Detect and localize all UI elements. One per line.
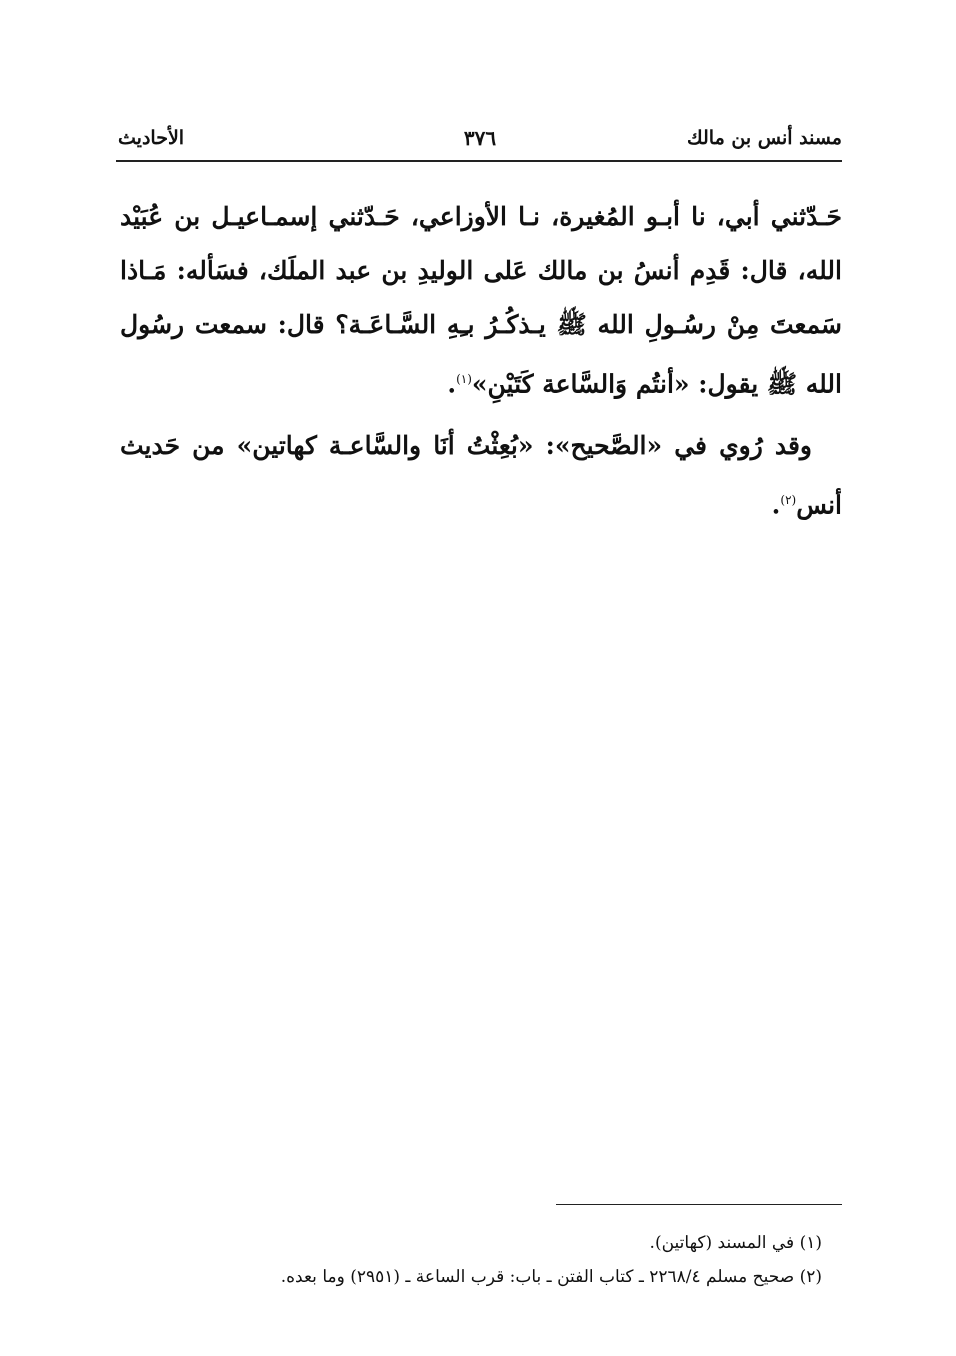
- paragraph-2: [120, 419, 842, 532]
- footnote-ref-1: (١): [456, 372, 472, 386]
- running-header: [118, 124, 842, 160]
- paragraph-1-end: .: [447, 369, 457, 399]
- paragraph-2-end: .: [771, 490, 781, 520]
- footnote-divider: [556, 1204, 842, 1205]
- footnotes: [120, 1226, 822, 1294]
- page-number: ٣٧٦: [463, 126, 497, 150]
- main-text: [120, 190, 842, 533]
- header-book-title: مسند أنس بن مالك: [687, 127, 842, 149]
- header-section-title: الأحاديث: [118, 127, 185, 149]
- header-divider: [116, 160, 842, 162]
- paragraph-1: [120, 190, 842, 411]
- paragraph-1-text: حَـدّثني أبي، نا أبـو المُغيرة، نـا الأوزاعي، حَـدّثني إسمـاعيـل بن عُبَيْد الله، قال: قَدِم أنسُ بن مالك عَلى الوليدِ بن عبد الملَك، فسَأله: مَـاذا سَمعتَ مِنْ رسُـولِ الله ﷺ يـذكُـرُ بـِهِ السَّـاعَـة؟ قال: سمعت رسُول الله ﷺ يقول: «أنتُم وَالسَّاعة كَتَيْنِ»: [120, 202, 842, 399]
- footnote-1: (١) في المسند (كهاتين).: [649, 1233, 822, 1253]
- paragraph-2-text: وقد رُوي في «الصَّحيح»: «بُعِثْتُ أنَا والسَّاعـة كهاتين» من حَديث أنس: [120, 431, 842, 520]
- footnote-ref-2: (٢): [780, 493, 797, 508]
- footnote-2: (٢) صحيح مسلم ٢٢٦٨/٤ ـ كتاب الفتن ـ باب: قرب الساعة ـ (٢٩٥١) وما بعده.: [280, 1267, 822, 1287]
